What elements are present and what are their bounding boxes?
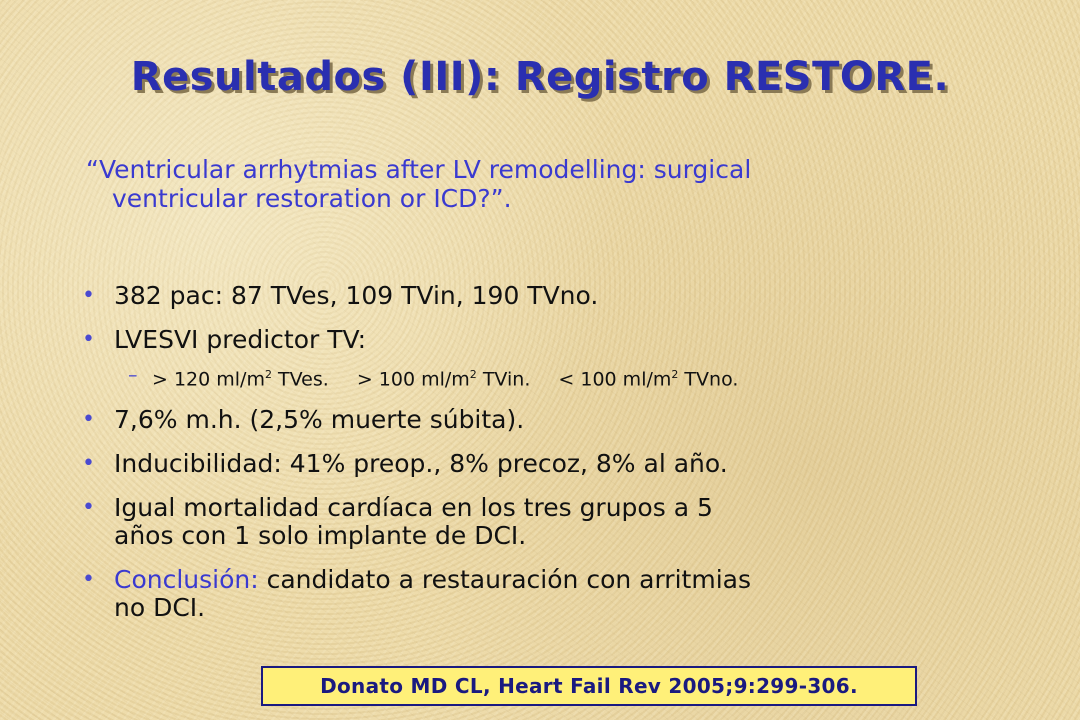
bullet-text: 382 pac: 87 TVes, 109 TVin, 190 TVno. bbox=[114, 281, 599, 310]
study-title-quote bbox=[86, 155, 1006, 213]
slide-title: Resultados (III): Registro RESTORE. bbox=[130, 54, 950, 100]
bullet-text: Inducibilidad: 41% preop., 8% precoz, 8% al año. bbox=[114, 449, 728, 479]
threshold-tvin: > 100 $ml/m^2$ TVin. bbox=[356, 368, 531, 391]
reference-citation-box: Donato MD CL, Heart Fail Rev 2005;9:299-306. bbox=[261, 666, 917, 706]
conclusion-text-line-2: no DCI. bbox=[114, 593, 206, 623]
bullet-conclusion bbox=[82, 566, 1042, 622]
bullet-text-line-1: Igual mortalidad cardíaca en los tres grupos a 5 bbox=[114, 493, 713, 523]
bullet-mortality-rate bbox=[82, 406, 1042, 434]
threshold-tves: > 120 $ml/m^2$ TVes. bbox=[152, 368, 329, 391]
bullet-equal-mortality bbox=[82, 494, 1042, 550]
bullet-lvesvi bbox=[82, 326, 1042, 354]
bullet-text: 7,6% m.h. (2,5% muerte súbita). bbox=[114, 405, 525, 435]
conclusion-text: candidato a restauración con arritmias bbox=[258, 565, 751, 595]
conclusion-label: Conclusión: bbox=[114, 565, 259, 595]
bullet-dot: • bbox=[82, 327, 95, 352]
sub-bullet-dash: – bbox=[128, 364, 138, 386]
bullet-patients bbox=[82, 282, 1042, 310]
bullet-text: LVESVI predictor TV: bbox=[114, 325, 366, 354]
quote-line-2: ventricular restoration or ICD?”. bbox=[112, 184, 512, 213]
bullet-dot: • bbox=[82, 451, 95, 477]
bullet-text-line-2: años con 1 solo implante de DCI. bbox=[114, 521, 527, 551]
bullet-dot: • bbox=[82, 283, 95, 308]
bullet-list bbox=[82, 282, 1042, 638]
sub-bullet-thresholds bbox=[82, 364, 1042, 390]
bullet-dot: • bbox=[82, 567, 95, 593]
threshold-tvno: < 100 $ml/m^2$ TVno. bbox=[558, 368, 739, 391]
bullet-dot: • bbox=[82, 495, 95, 521]
bullet-inducibility bbox=[82, 450, 1042, 478]
quote-line-1: “Ventricular arrhytmias after LV remodelling: surgical bbox=[86, 155, 752, 184]
bullet-dot: • bbox=[82, 407, 95, 433]
